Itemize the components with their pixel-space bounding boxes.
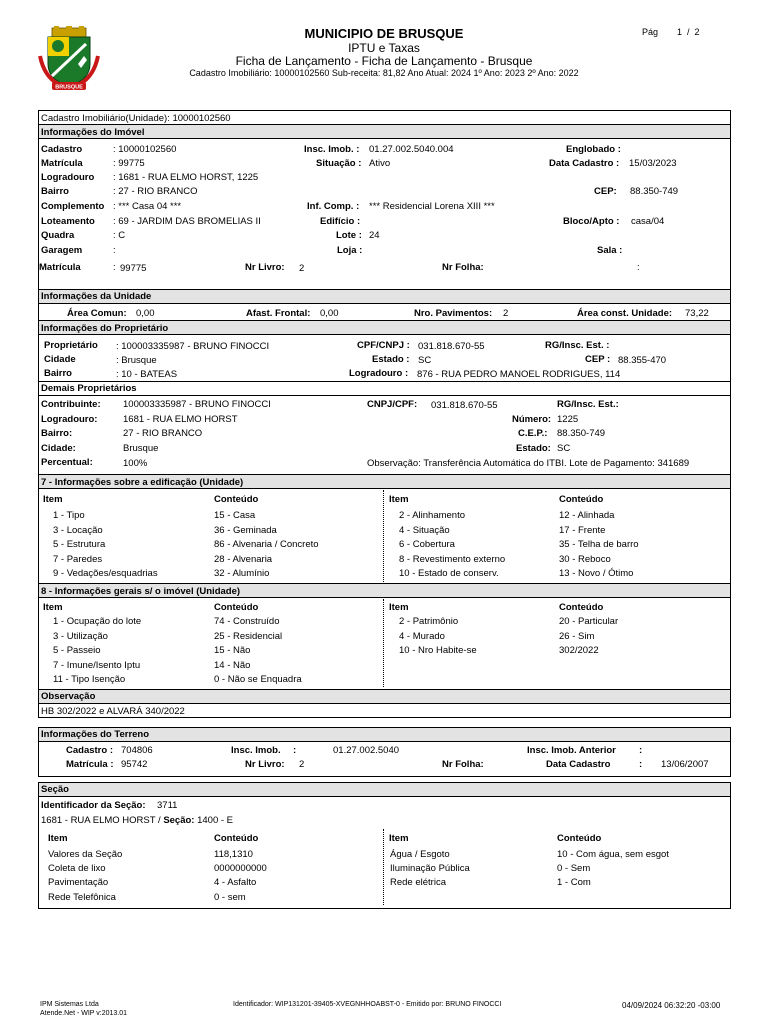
- cep-value: 88.350-749: [630, 186, 679, 197]
- ger-value-right: 302/2022: [559, 645, 599, 656]
- edif-value-left: 28 - Alvenaria: [214, 553, 273, 565]
- englobado-label: Englobado :: [566, 144, 621, 155]
- demais-rg-label: RG/Insc. Est.:: [557, 399, 619, 410]
- cep-label: CEP:: [594, 186, 617, 197]
- numero-label: Número:: [512, 414, 552, 425]
- proprietario-value: : 100003335987 - BRUNO FINOCCI: [116, 341, 270, 352]
- contribuinte-value: 100003335987 - BRUNO FINOCCI: [123, 399, 271, 410]
- secao-item-right: Iluminação Pública: [390, 863, 470, 875]
- edif-item-header-left: Item: [43, 494, 63, 505]
- loteamento-value: : 69 - JARDIM DAS BROMELIAS II: [113, 216, 261, 227]
- prop-estado-value: SC: [418, 355, 432, 366]
- terreno-datacad-value: 13/06/2007: [661, 759, 709, 770]
- numero-value: 1225: [557, 414, 579, 425]
- edif-item-right: 2 - Alinhamento: [399, 510, 466, 521]
- secao-value-right: 1 - Com: [557, 877, 591, 889]
- secao-address-street: 1681 - RUA ELMO HORST /: [41, 815, 164, 826]
- situacao-value: Ativo: [369, 158, 391, 169]
- cnpj-cpf-value: 031.818.670-55: [431, 400, 498, 411]
- ger-conteudo-header-right: Conteúdo: [559, 602, 604, 613]
- page-title: MUNICIPIO DE BRUSQUE: [304, 26, 464, 41]
- insc-imob-value: 01.27.002.5040.004: [369, 144, 454, 155]
- ger-item-left: 11 - Tipo Isenção: [53, 674, 126, 685]
- secao-label: Seção:: [163, 815, 195, 826]
- inf-comp-label: Inf. Comp. :: [307, 201, 360, 212]
- matricula2-value: 99775: [120, 263, 147, 274]
- edif-value-left: 15 - Casa: [214, 510, 256, 521]
- section-edificacao: 7 - Informações sobre a edificação (Unidade): [41, 477, 244, 488]
- footer-version: Atende.Net - WIP v:2013.01: [40, 1010, 128, 1017]
- area-const-value: 73,22: [685, 308, 709, 319]
- section-proprietario: Informações do Proprietário: [41, 323, 169, 334]
- secao-item-left: Valores da Seção: [48, 849, 123, 860]
- quadra-label: Quadra: [41, 230, 75, 241]
- ger-item-right: 10 - Nro Habite-se: [399, 645, 477, 656]
- ger-value-right: 26 - Sim: [559, 630, 595, 642]
- ger-item-header-right: Item: [389, 602, 409, 613]
- secao-value-left: 4 - Asfalto: [214, 877, 257, 889]
- garagem-value: :: [113, 245, 116, 256]
- terreno-cadastro-label: Cadastro :: [66, 745, 113, 756]
- nr-folha-colon: :: [637, 262, 640, 273]
- ger-item-left: 7 - Imune/Isento Iptu: [53, 659, 141, 671]
- complemento-value: : *** Casa 04 ***: [113, 201, 182, 212]
- observacao-text: HB 302/2022 e ALVARÁ 340/2022: [41, 706, 185, 717]
- cpf-cnpj-value: 031.818.670-55: [418, 341, 485, 352]
- page-subtitle: IPTU e Taxas: [348, 41, 420, 55]
- edif-conteudo-header-left: Conteúdo: [214, 494, 259, 505]
- edif-value-right: 12 - Alinhada: [559, 510, 615, 521]
- prop-cidade-label: Cidade: [44, 354, 76, 365]
- nr-livro-value: 2: [299, 263, 305, 274]
- edif-item-left: 7 - Paredes: [53, 553, 103, 565]
- ger-value-left: 0 - Não se Enquadra: [214, 674, 302, 685]
- logradouro-label: Logradouro: [41, 172, 95, 183]
- ger-value-right: 20 - Particular: [559, 616, 619, 627]
- secao-address: [41, 815, 233, 826]
- secao-item-header-right: Item: [389, 833, 409, 844]
- edif-item-left: 3 - Locação: [53, 524, 103, 536]
- bloco-label: Bloco/Apto :: [563, 216, 620, 227]
- crest-text: BRUSQUE: [55, 84, 83, 91]
- matricula-label: Matrícula: [41, 158, 83, 169]
- insc-anterior-label: Insc. Imob. Anterior: [527, 745, 616, 756]
- prop-cep-value: 88.355-470: [618, 355, 667, 366]
- edif-item-header-right: Item: [389, 494, 409, 505]
- ger-item-left: 5 - Passeio: [53, 645, 101, 656]
- data-cadastro-label: Data Cadastro :: [549, 158, 620, 169]
- matricula-value: : 99775: [113, 158, 145, 169]
- edif-value-left: 36 - Geminada: [214, 524, 277, 536]
- edif-conteudo-header-right: Conteúdo: [559, 494, 604, 505]
- secao-item-header-left: Item: [48, 833, 68, 844]
- demais-cidade-label: Cidade:: [41, 443, 76, 454]
- secao-value-left: 0000000000: [214, 863, 267, 875]
- terreno-cadastro-value: 704806: [121, 745, 153, 756]
- ger-value-left: 25 - Residencial: [214, 630, 283, 642]
- ger-value-left: 15 - Não: [214, 645, 251, 656]
- cadastro-unidade: Cadastro Imobiliário(Unidade): 10000102560: [41, 113, 231, 124]
- terreno-matricula-value: 95742: [121, 759, 148, 770]
- demais-bairro-value: 27 - RIO BRANCO: [123, 428, 203, 439]
- demais-cidade-value: Brusque: [123, 443, 159, 454]
- quadra-value: : C: [113, 230, 126, 241]
- secao-value-left: 0 - sem: [214, 891, 246, 903]
- edificio-label: Edifício :: [320, 216, 361, 227]
- matricula2-colon: :: [113, 262, 116, 273]
- terreno-insc-value: 01.27.002.5040: [333, 745, 400, 756]
- section-imovel: Informações do Imóvel: [41, 127, 145, 138]
- matricula2-label: Matrícula: [39, 262, 81, 273]
- afast-frontal-label: Afast. Frontal:: [246, 308, 311, 319]
- edif-value-left: 86 - Alvenaria / Concreto: [214, 539, 319, 550]
- footer-identifier: Identificador: WIP131201-39405-XVEGNHHOABST-0 - Emitido por: BRUNO FINOCCI: [233, 1001, 502, 1008]
- pavimentos-value: 2: [503, 308, 509, 319]
- demais-bairro-label: Bairro:: [41, 428, 73, 439]
- terreno-nrlivro-value: 2: [299, 759, 305, 770]
- terreno-datacad-label: Data Cadastro: [546, 759, 611, 770]
- ger-item-left: 1 - Ocupação do lote: [53, 616, 142, 627]
- area-comum-label: Área Comun:: [67, 308, 127, 319]
- inf-comp-value: *** Residencial Lorena XIII ***: [369, 201, 495, 212]
- edif-item-left: 1 - Tipo: [53, 510, 85, 521]
- sala-label: Sala :: [597, 245, 623, 256]
- secao-item-right: Rede elétrica: [390, 877, 446, 889]
- prop-logradouro-value: 876 - RUA PEDRO MANOEL RODRIGUES, 114: [417, 369, 621, 380]
- secao-item-left: Pavimentação: [48, 877, 109, 889]
- rg-label: RG/Insc. Est. :: [545, 340, 610, 351]
- form-name: Ficha de Lançamento - Ficha de Lançamento - Brusque: [235, 54, 533, 68]
- ger-item-right: 2 - Patrimônio: [399, 616, 459, 627]
- demais-logradouro-value: 1681 - RUA ELMO HORST: [123, 414, 238, 425]
- cadastro-label: Cadastro: [41, 144, 83, 155]
- logradouro-value: : 1681 - RUA ELMO HORST, 1225: [113, 172, 259, 183]
- prop-logradouro-label: Logradouro :: [349, 368, 409, 379]
- section-gerais: 8 - Informações gerais s/ o imóvel (Unidade): [41, 586, 241, 597]
- footer-datetime: 04/09/2024 06:32:20 -03:00: [622, 1001, 721, 1010]
- terreno-insc-label: Insc. Imob.: [231, 745, 281, 756]
- ident-secao-value: 3711: [157, 800, 178, 811]
- proprietario-label: Proprietário: [44, 340, 98, 351]
- edif-item-right: 6 - Cobertura: [399, 539, 455, 550]
- terreno-nrfolha-label: Nr Folha:: [442, 759, 484, 770]
- secao-item-left: Coleta de lixo: [48, 863, 106, 875]
- prop-cidade-value: : Brusque: [116, 355, 157, 366]
- ger-item-right: 4 - Murado: [399, 630, 445, 642]
- edif-item-right: 10 - Estado de conserv.: [399, 568, 499, 579]
- terreno-insc-colon: :: [293, 745, 297, 756]
- prop-bairro-value: : 10 - BATEAS: [116, 369, 178, 380]
- section-observacao: Observação: [41, 691, 96, 702]
- prop-cep-label: CEP :: [585, 354, 611, 365]
- section-terreno: Informações do Terreno: [41, 729, 150, 740]
- situacao-label: Situação :: [316, 158, 362, 169]
- terreno-matricula-label: Matrícula :: [66, 759, 114, 770]
- page-label: Pág: [642, 27, 659, 37]
- prop-bairro-label: Bairro: [44, 368, 72, 379]
- contribuinte-label: Contribuinte:: [41, 399, 101, 410]
- loteamento-label: Loteamento: [41, 216, 95, 227]
- bairro-label: Bairro: [41, 186, 69, 197]
- cpf-cnpj-label: CPF/CNPJ :: [357, 340, 410, 351]
- section-secao: Seção: [41, 784, 69, 795]
- edif-item-left: 9 - Vedações/esquadrias: [53, 568, 158, 579]
- area-comum-value: 0,00: [136, 308, 155, 319]
- edif-item-left: 5 - Estrutura: [53, 539, 106, 550]
- cadastro-value: : 10000102560: [113, 144, 177, 155]
- secao-value-right: 10 - Com água, sem esgot: [557, 849, 669, 860]
- demais-logradouro-label: Logradouro:: [41, 414, 98, 425]
- nr-livro-label: Nr Livro:: [245, 262, 285, 273]
- edif-value-right: 30 - Reboco: [559, 553, 611, 565]
- demais-estado-value: SC: [557, 443, 571, 454]
- secao-value-left: 118,1310: [214, 849, 253, 860]
- header-info: Cadastro Imobiliário: 10000102560 Sub-receita: 81,82 Ano Atual: 2024 1º Ano: 2023 2º Ano: 2022: [189, 68, 579, 78]
- ger-conteudo-header-left: Conteúdo: [214, 602, 259, 613]
- edif-value-left: 32 - Alumínio: [214, 568, 270, 579]
- cnpj-cpf-label: CNPJ/CPF:: [367, 399, 418, 410]
- terreno-datacad-colon: :: [639, 759, 643, 770]
- ident-secao-label: Identificador da Seção:: [41, 800, 146, 811]
- complemento-label: Complemento: [41, 201, 105, 212]
- edif-value-right: 35 - Telha de barro: [559, 539, 639, 550]
- percentual-value: 100%: [123, 458, 148, 469]
- secao-conteudo-header-left: Conteúdo: [214, 833, 259, 844]
- edif-item-right: 8 - Revestimento externo: [399, 553, 506, 565]
- data-cadastro-value: 15/03/2023: [629, 158, 677, 169]
- edif-item-right: 4 - Situação: [399, 524, 450, 536]
- footer-company: IPM Sistemas Ltda: [40, 1001, 99, 1008]
- percentual-label: Percentual:: [41, 457, 93, 468]
- pavimentos-label: Nro. Pavimentos:: [414, 308, 493, 319]
- garagem-label: Garagem: [41, 245, 83, 256]
- secao-item-left: Rede Telefônica: [48, 891, 116, 903]
- ger-value-left: 74 - Construído: [214, 616, 280, 627]
- edif-value-right: 13 - Novo / Ótimo: [559, 568, 634, 579]
- secao-conteudo-header-right: Conteúdo: [557, 833, 602, 844]
- demais-cep-label: C.E.P.:: [518, 428, 548, 439]
- lote-value: 24: [369, 230, 380, 241]
- secao-value-right: 0 - Sem: [557, 863, 591, 875]
- nr-folha-label: Nr Folha:: [442, 262, 484, 273]
- page-number: 1 / 2: [677, 27, 700, 37]
- ger-value-left: 14 - Não: [214, 659, 251, 671]
- secao-item-right: Água / Esgoto: [390, 849, 450, 860]
- secao-value: 1400 - E: [197, 815, 234, 826]
- loja-label: Loja :: [337, 245, 363, 256]
- insc-anterior-colon: :: [639, 745, 643, 756]
- prop-estado-label: Estado :: [372, 354, 410, 365]
- demais-cep-value: 88.350-749: [557, 428, 606, 439]
- edif-value-right: 17 - Frente: [559, 524, 606, 536]
- insc-imob-label: Insc. Imob. :: [304, 144, 360, 155]
- section-unidade: Informações da Unidade: [41, 291, 152, 302]
- area-const-label: Área const. Unidade:: [577, 308, 673, 319]
- ger-item-left: 3 - Utilização: [53, 630, 108, 642]
- afast-frontal-value: 0,00: [320, 308, 339, 319]
- bairro-value: : 27 - RIO BRANCO: [113, 186, 198, 197]
- ger-item-header-left: Item: [43, 602, 63, 613]
- bloco-value: casa/04: [631, 216, 665, 227]
- terreno-nrlivro-label: Nr Livro:: [245, 759, 285, 770]
- section-demais: Demais Proprietários: [41, 383, 137, 394]
- demais-observacao: Observação: Transferência Automática do ITBI. Lote de Pagamento: 341689: [367, 458, 690, 469]
- demais-estado-label: Estado:: [516, 443, 551, 454]
- lote-label: Lote :: [336, 230, 362, 241]
